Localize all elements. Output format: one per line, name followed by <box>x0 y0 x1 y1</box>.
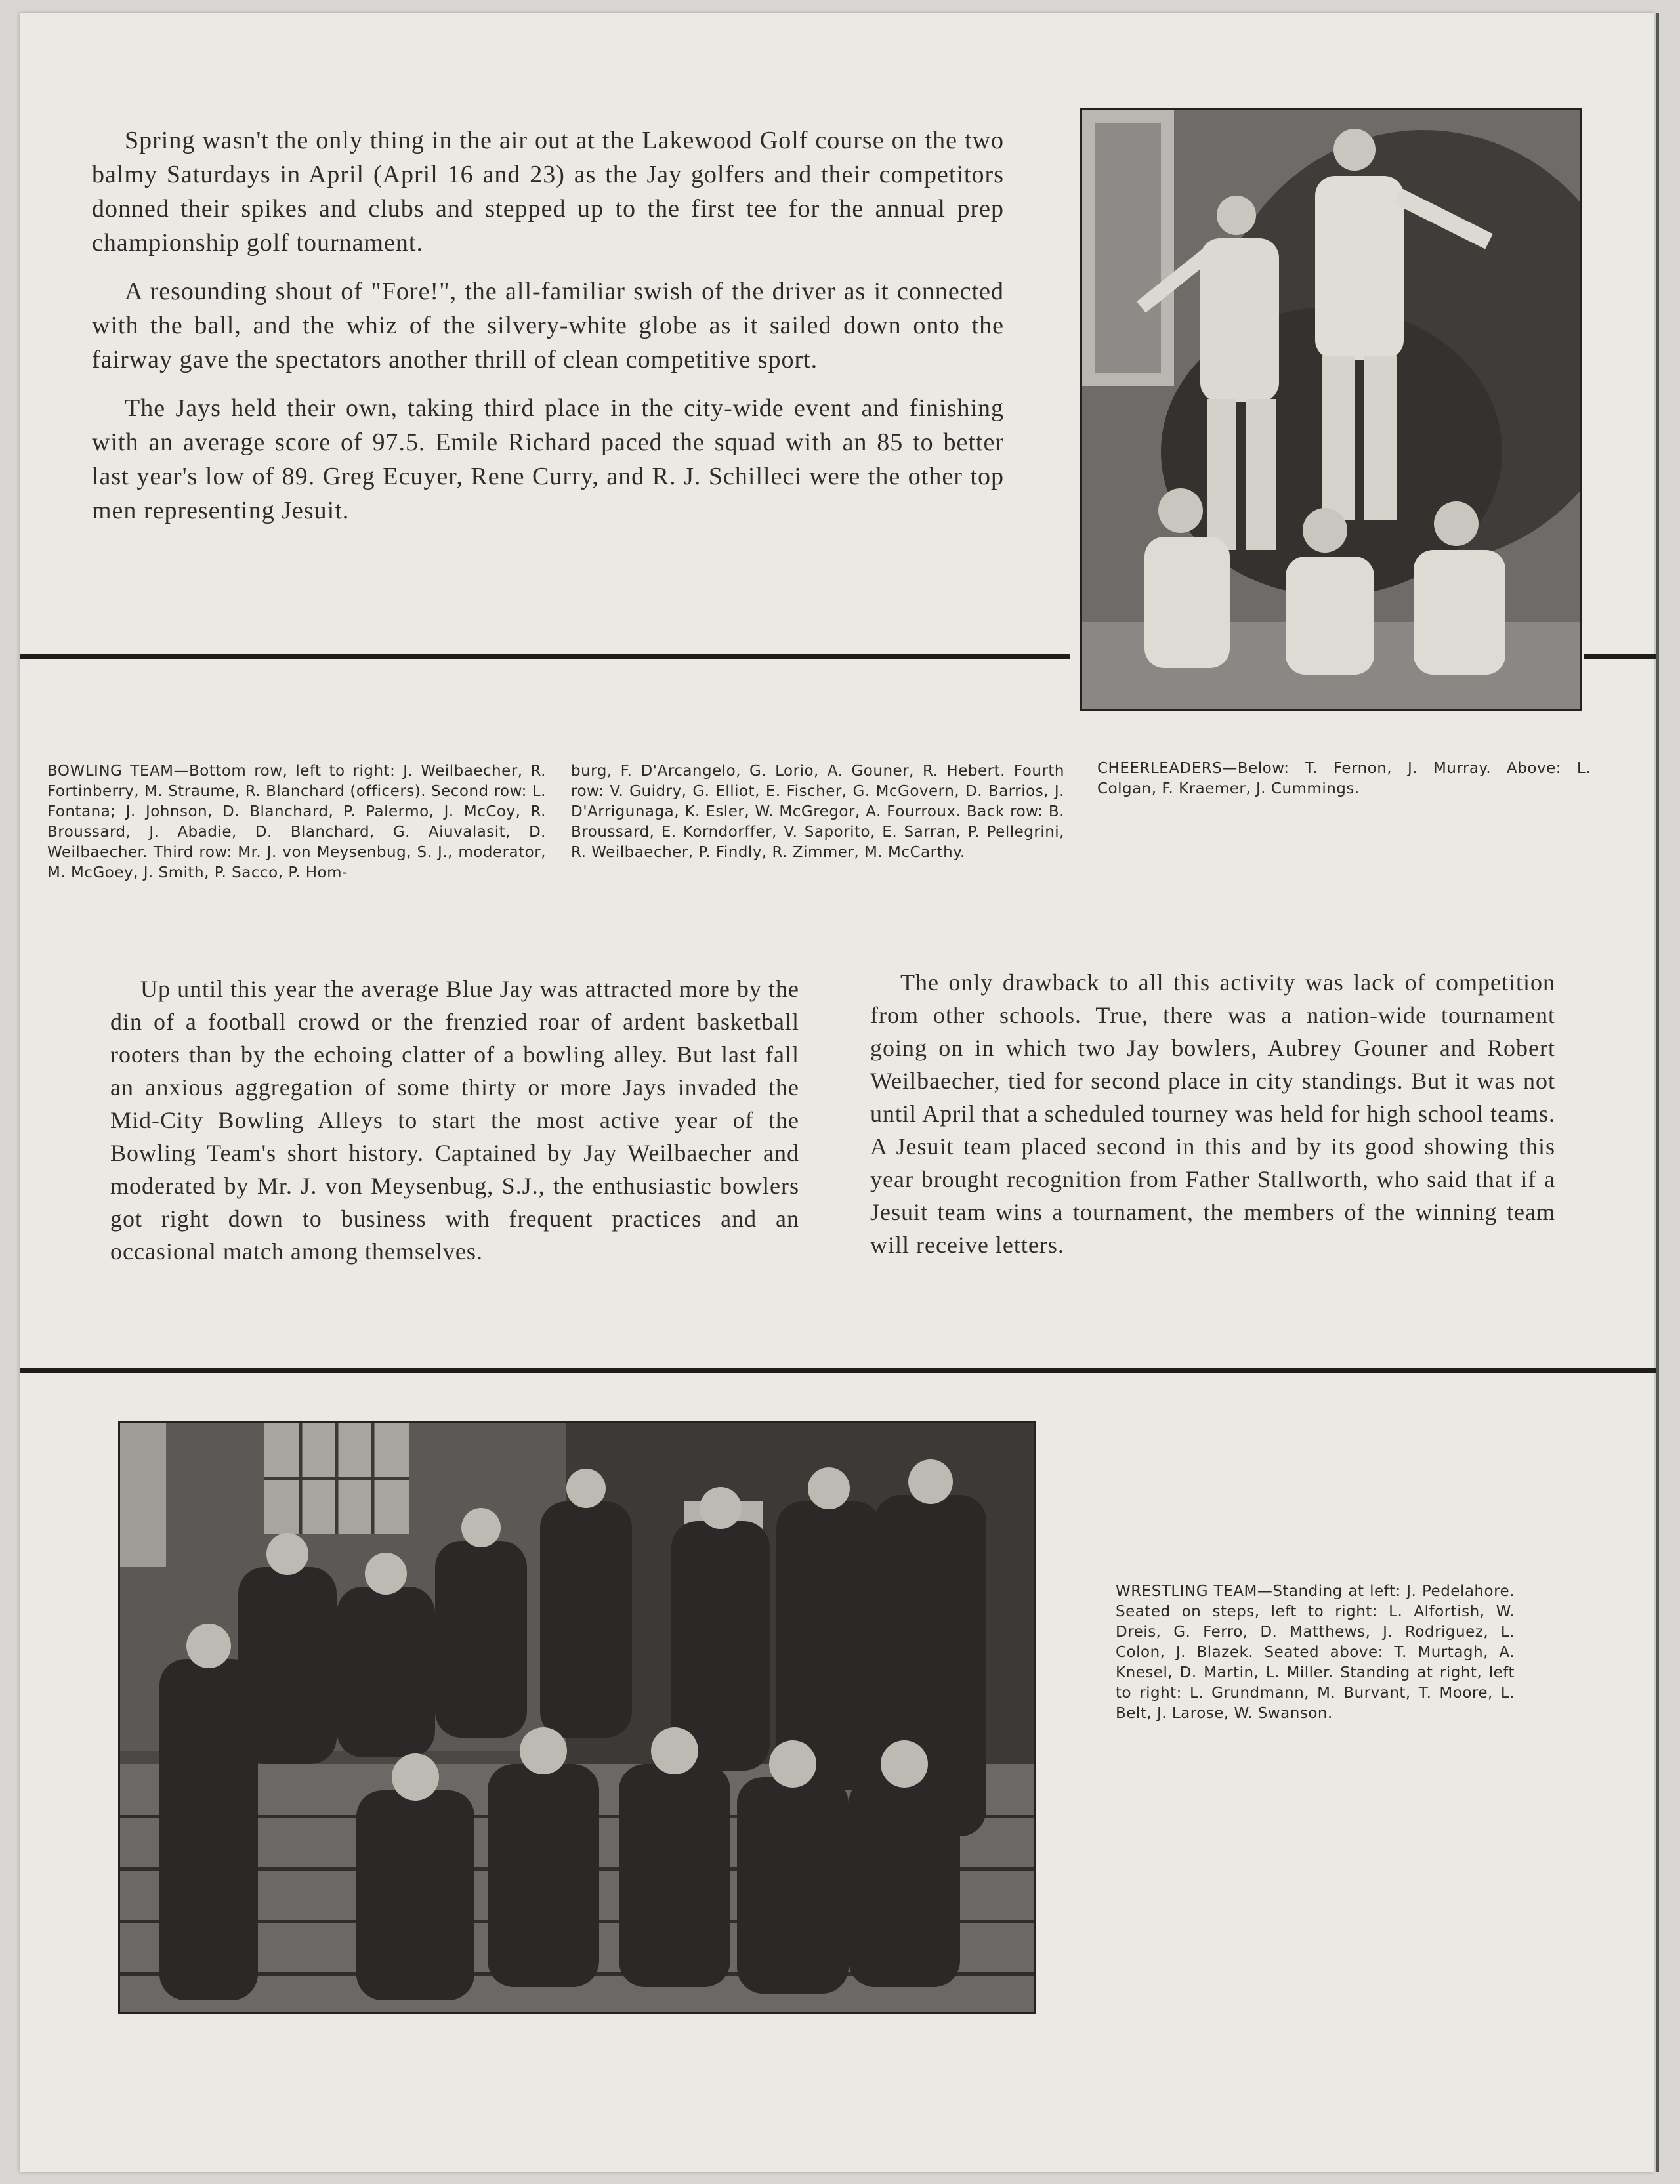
bowling-paragraph-1: Up until this year the average Blue Jay was attracted more by the din of a football crowd or the frenzied roar of ardent basketball rooters than by the echoing clatter of a bowling alley. But last fall an anxious aggregation of some thirty or more Jays invaded the Mid-City Bowling Alleys to start the most active year of the Bowling Team's short history. Captained by Jay Weilbaecher and moderated by Mr. J. von Meysenbug, S.J., the enthusiastic bowlers got right down to business with frequent practices and an occasional match among themselves. <box>110 976 799 1265</box>
bowling-caption-part1: BOWLING TEAM—Bottom row, left to right: J. Weilbaecher, R. Fortinberry, M. Straume, R. Blanchard (officers). Second row: L. Fontana; J. Johnson, D. Blanchard, P. Palermo, J. McCoy, R. Broussard, J. Abadie, D. Blanchard, G. Aiuvalasit, D. Weilbaecher. Third row: Mr. J. von Meysenbug, S. J., moderator, M. McGoey, J. Smith, P. Sacco, P. Hom- <box>47 763 546 881</box>
divider-rule-top-right <box>1584 654 1656 659</box>
bowling-article-col2 <box>870 966 1555 1261</box>
golf-paragraph-2: A resounding shout of "Fore!", the all-familiar swish of the driver as it connected with the ball, and the whiz of the silvery-white globe as it sailed down onto the fairway gave the spectators another thrill of clean competitive sport. <box>92 278 1004 373</box>
cheerleaders-caption: CHEERLEADERS—Below: T. Fernon, J. Murray. Above: L. Colgan, F. Kraemer, J. Cummings. <box>1097 760 1591 797</box>
bowling-paragraph-2: The only drawback to all this activity was lack of competition from other schools. True, there was a nation-wide tournament going on in which two Jay bowlers, Aubrey Gouner and Robert Weilbaecher, tied for second place in city standings. But it was not until April that a scheduled tourney was held for high school teams. A Jesuit team placed second in this and by its good showing this year brought recognition from Father Stallworth, who said that if a Jesuit team wins a tournament, the members of the winning team will receive letters. <box>870 969 1555 1258</box>
page-spine <box>1656 13 1659 2172</box>
cheerleaders-photo <box>1080 108 1582 711</box>
bowling-caption-part2: burg, F. D'Arcangelo, G. Lorio, A. Gouner, R. Hebert. Fourth row: V. Guidry, G. Elliot, E. Fischer, G. McGovern, D. Barrios, J. D'Arrigunaga, K. Esler, W. McGregor, A. Fourroux. Back row: B. Broussard, E. Korndorffer, V. Saporito, E. Sarran, P. Pellegrini, R. Weilbaecher, P. Findly, R. Zimmer, M. McCarthy. <box>571 763 1064 861</box>
wrestling-caption: WRESTLING TEAM—Standing at left: J. Pedelahore. Seated on steps, left to right: L. Alfortish, W. Dreis, G. Ferro, D. Matthews, J. Rodriguez, L. Colon, J. Blazek. Seated above: T. Murtagh, A. Knesel, D. Martin, L. Miller. Standing at right, left to right: L. Grundmann, M. Burvant, T. Moore, L. Belt, J. Larose, W. Swanson. <box>1116 1583 1515 1722</box>
wrestling-team-photo <box>118 1421 1036 2014</box>
divider-rule-bottom <box>20 1368 1656 1373</box>
divider-rule-top <box>20 654 1070 659</box>
bowling-article-col1 <box>110 973 799 1268</box>
golf-article <box>92 123 1004 542</box>
golf-paragraph-1: Spring wasn't the only thing in the air out at the Lakewood Golf course on the two balmy Saturdays in April (April 16 and 23) as the Jay golfers and their competitors donned their spikes and clubs and stepped up to the first tee for the annual prep championship golf tournament. <box>92 127 1004 257</box>
golf-paragraph-3: The Jays held their own, taking third place in the city-wide event and finishing with an average score of 97.5. Emile Richard paced the squad with an 85 to better last year's low of 89. Greg Ecuyer, Rene Curry, and R. J. Schilleci were the other top men representing Jesuit. <box>92 394 1004 524</box>
